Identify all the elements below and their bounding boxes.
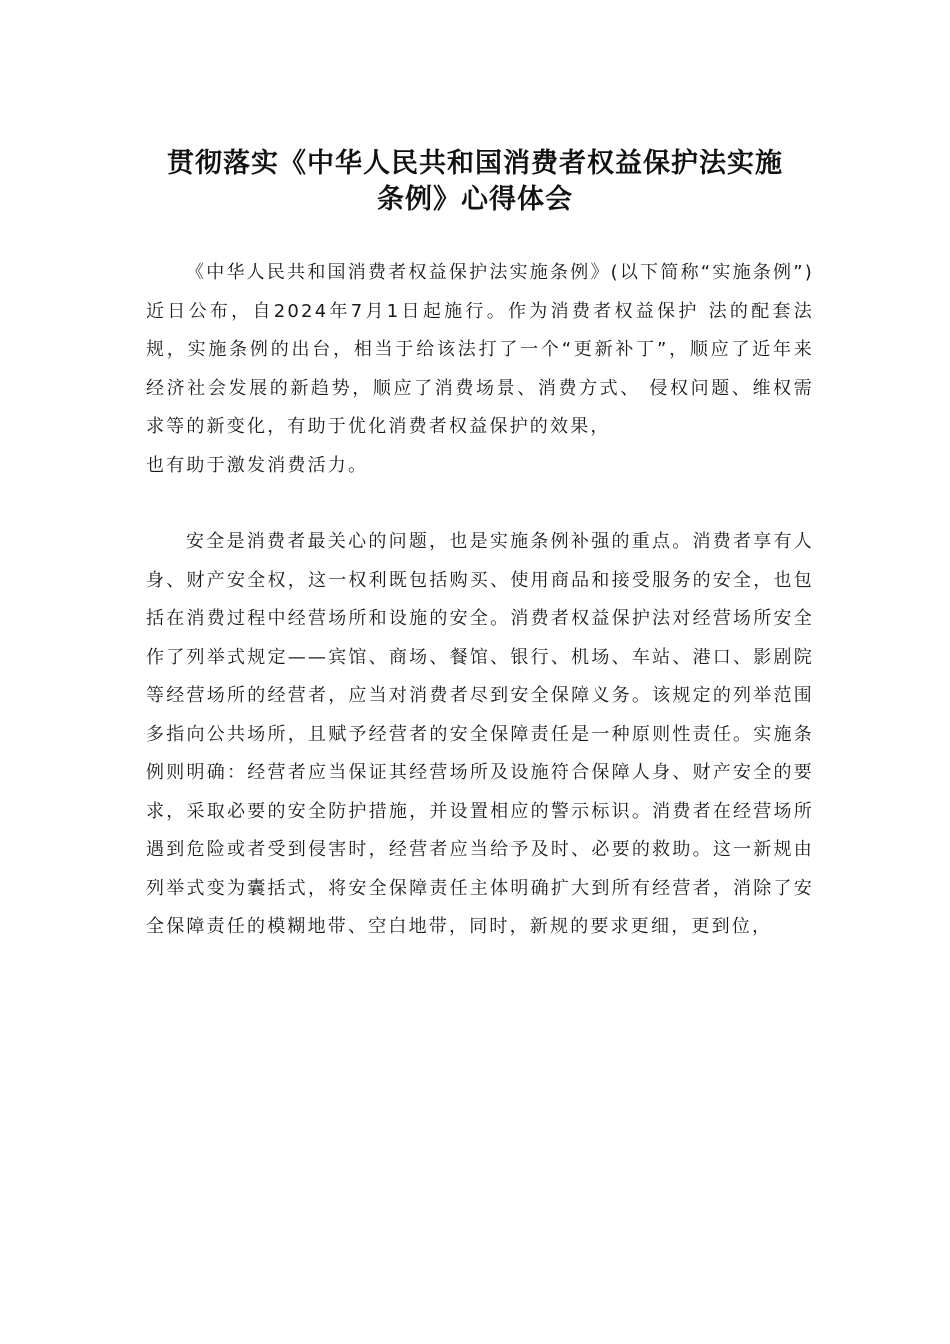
title-line-2: 条例》心得体会: [377, 184, 573, 215]
paragraph-1: 《中华人民共和国消费者权益保护法实施条例》(以下简称“实施条例”)近日公布，自2024年7月1日起施行。作为消费者权益保护 法的配套法规，实施条例的出台，相当于给该法打了一个“更新补丁”，顺应了近年来经济社会发展的新趋势，顺应了消费场景、消费方式、 侵权问题、维权需求等的新变化，有助于优化消费者权益保护的效果，: [146, 262, 814, 437]
title-line-1: 贯彻落实《中华人民共和国消费者权益保护法实施: [167, 148, 783, 179]
paragraph-1-tail: 也有助于激发消费活力。: [146, 454, 369, 476]
document-body: [146, 254, 814, 947]
paragraph-gap: [146, 485, 814, 523]
paragraph-2: 安全是消费者最关心的问题，也是实施条例补强的重点。消费者享有人身、财产安全权，这一权利既包括购买、使用商品和接受服务的安全，也包括在消费过程中经营场所和设施的安全。消费者权益保护法对经营场所安全作了列举式规定——宾馆、商场、餐馆、银行、机场、车站、港口、影剧院等经营场所的经营者，应当对消费者尽到安全保障义务。该规定的列举范围多指向公共场所，且赋予经营者的安全保障责任是一种原则性责任。实施条例则明确：经营者应当保证其经营场所及设施符合保障人身、财产安全的要求，采取必要的安全防护措施，并设置相应的警示标识。消费者在经营场所遇到危险或者受到侵害时，经营者应当给予及时、必要的救助。这一新规由列举式变为囊括式，将安全保障责任主体明确扩大到所有经营者，消除了安全保障责任的模糊地带、空白地带，同时，新规的要求更细，更到位，: [146, 531, 814, 937]
document-title: [100, 146, 850, 218]
